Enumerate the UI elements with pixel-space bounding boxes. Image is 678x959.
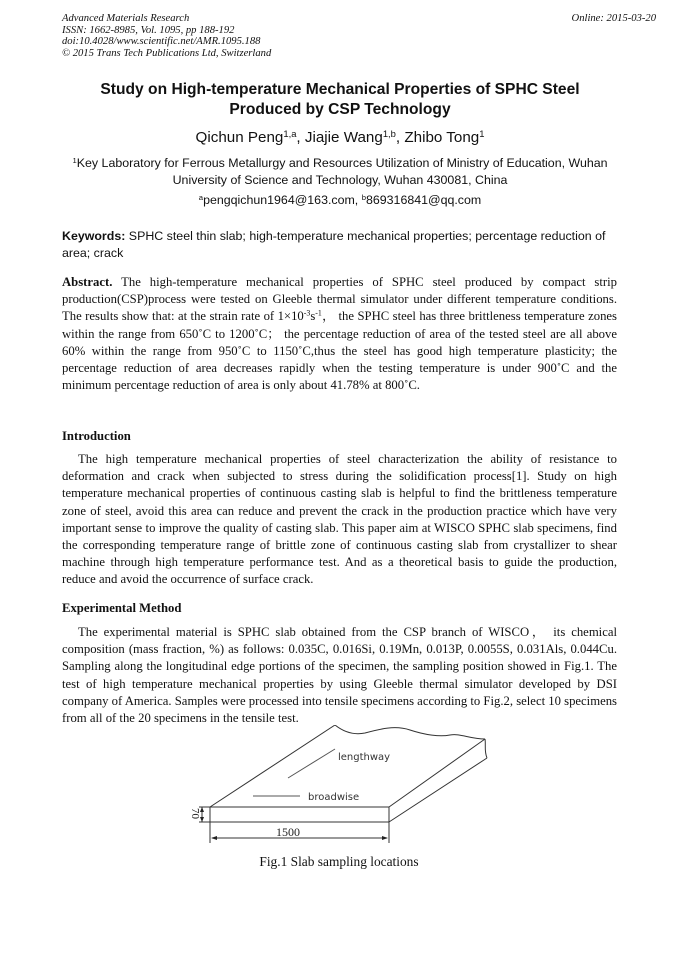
abstract-exponent: -3 (303, 309, 311, 319)
affiliation-sup: 1 (72, 155, 77, 165)
abstract-text: The high-temperature mechanical properties of SPHC steel produced by compact strip production(CSP)process were tested on Gleeble thermal simulator under different temperature conditions. The results show that: at the strain rate of 1×10 (62, 275, 617, 324)
issn-line: ISSN: 1662-8985, Vol. 1095, pp 188-192 (62, 24, 235, 36)
doi-line: doi:10.4028/www.scientific.net/AMR.1095.188 (62, 36, 261, 48)
abstract-exponent: -1 (315, 309, 322, 319)
label-broadwise: broadwise (308, 792, 360, 803)
dim-thickness: 70 (189, 808, 201, 819)
dim-width: 1500 (276, 825, 300, 839)
online-date: Online: 2015-03-20 (571, 13, 656, 24)
figure-caption: Fig.1 Slab sampling locations (259, 854, 419, 869)
title-line-2: Produced by CSP Technology (229, 101, 451, 118)
email-a-link[interactable]: pengqichun1964@163.com, (203, 193, 362, 207)
paper-title (60, 80, 620, 120)
email-sup-a: a (198, 192, 204, 202)
keywords-text: SPHC steel thin slab; high-temperature mechanical properties; percentage reduction of area; crack (62, 229, 606, 260)
email-sup-b: b (361, 192, 366, 202)
affiliation (60, 155, 620, 189)
author-name: Zhibo Tong (404, 129, 480, 146)
abstract-text: s (310, 309, 316, 324)
abstract-text: ， the SPHC steel has three brittleness temperature zones within the range from 650˚C to 1200˚C； the percentage reduction of area of the tested steel are all above 60% within the range from 950˚C to 1150˚C,thus the steel has good high temperature plasticity; the percentage reduction of area decreases rapidly when the testing temperature is under 900˚C and the minimum percentage reduction of area is only about 41.78% at 800˚C. (62, 309, 617, 393)
journal-name: Advanced Materials Research (62, 13, 190, 24)
email-b-link[interactable]: 869316841@qq.com (365, 193, 482, 207)
author-affil-sup: 1,b (382, 127, 396, 139)
copyright-line: © 2015 Trans Tech Publications Ltd, Switzerland (62, 47, 272, 59)
abstract (62, 274, 617, 394)
experimental-method-paragraph: The experimental material is SPHC slab obtained from the CSP branch of WISCO， its chemical composition (mass fraction, %) as follows: 0.035C, 0.016Si, 0.19Mn, 0.013P, 0.0055S, 0.031Als, 0.044Cu. Sampling along the longitudinal edge portions of the specimen, the sampling position showed in Fig.1. The test of high temperature mechanical properties by using Gleeble thermal simulator developed by DSI company of America. Samples were processed into tensile specimens according to Fig.2, select 10 specimens from all of the 20 specimens in the tensile test. (62, 625, 617, 726)
section-heading-introduction: Introduction (62, 429, 131, 443)
title-line-1: Study on High-temperature Mechanical Properties of SPHC Steel (100, 81, 580, 98)
figure-slab-sampling (180, 725, 520, 850)
author-list (60, 128, 620, 148)
affiliation-line-1: Key Laboratory for Ferrous Metallurgy and Resources Utilization of Ministry of Education, Wuhan (76, 156, 608, 170)
affiliation-line-2: University of Science and Technology, Wuhan 430081, China (172, 173, 508, 187)
slab-diagram (180, 725, 520, 850)
author-name: Qichun Peng (195, 129, 284, 146)
section-heading-experimental-method: Experimental Method (62, 601, 182, 615)
author-separator: , (395, 129, 405, 146)
keywords (62, 228, 616, 261)
introduction-paragraph: The high temperature mechanical properties of steel characterization the ability of resistance to deformation and crack when subjected to stress during the solidification process[1]. Study on high temperature mechanical properties of continuous casting slab is helpful to find the brittleness temperature zone of steel, avoid this area can reduce and prevent the crack in the production practice which have very important sense to improve the quality of casting slab. This paper aim at WISCO SPHC slab specimens, find the corresponding temperature range of brittle zone of continuous casting slab from crystallizer to shear machine through high temperature performance test. And as a theoretical basis to guide the production, reduce and avoid the occurrence of surface crack. (62, 452, 617, 587)
author-affil-sup: 1,a (283, 127, 297, 139)
author-name: Jiajie Wang (304, 129, 383, 146)
author-affil-sup: 1 (479, 127, 485, 139)
author-separator: , (296, 129, 305, 146)
abstract-label: Abstract. (62, 275, 113, 289)
keywords-label: Keywords: (62, 229, 126, 243)
arrow-right-icon (382, 836, 388, 840)
journal-header (62, 13, 271, 59)
label-lengthway: lengthway (338, 752, 391, 763)
email-line (60, 192, 620, 208)
arrow-left-icon (211, 836, 217, 840)
